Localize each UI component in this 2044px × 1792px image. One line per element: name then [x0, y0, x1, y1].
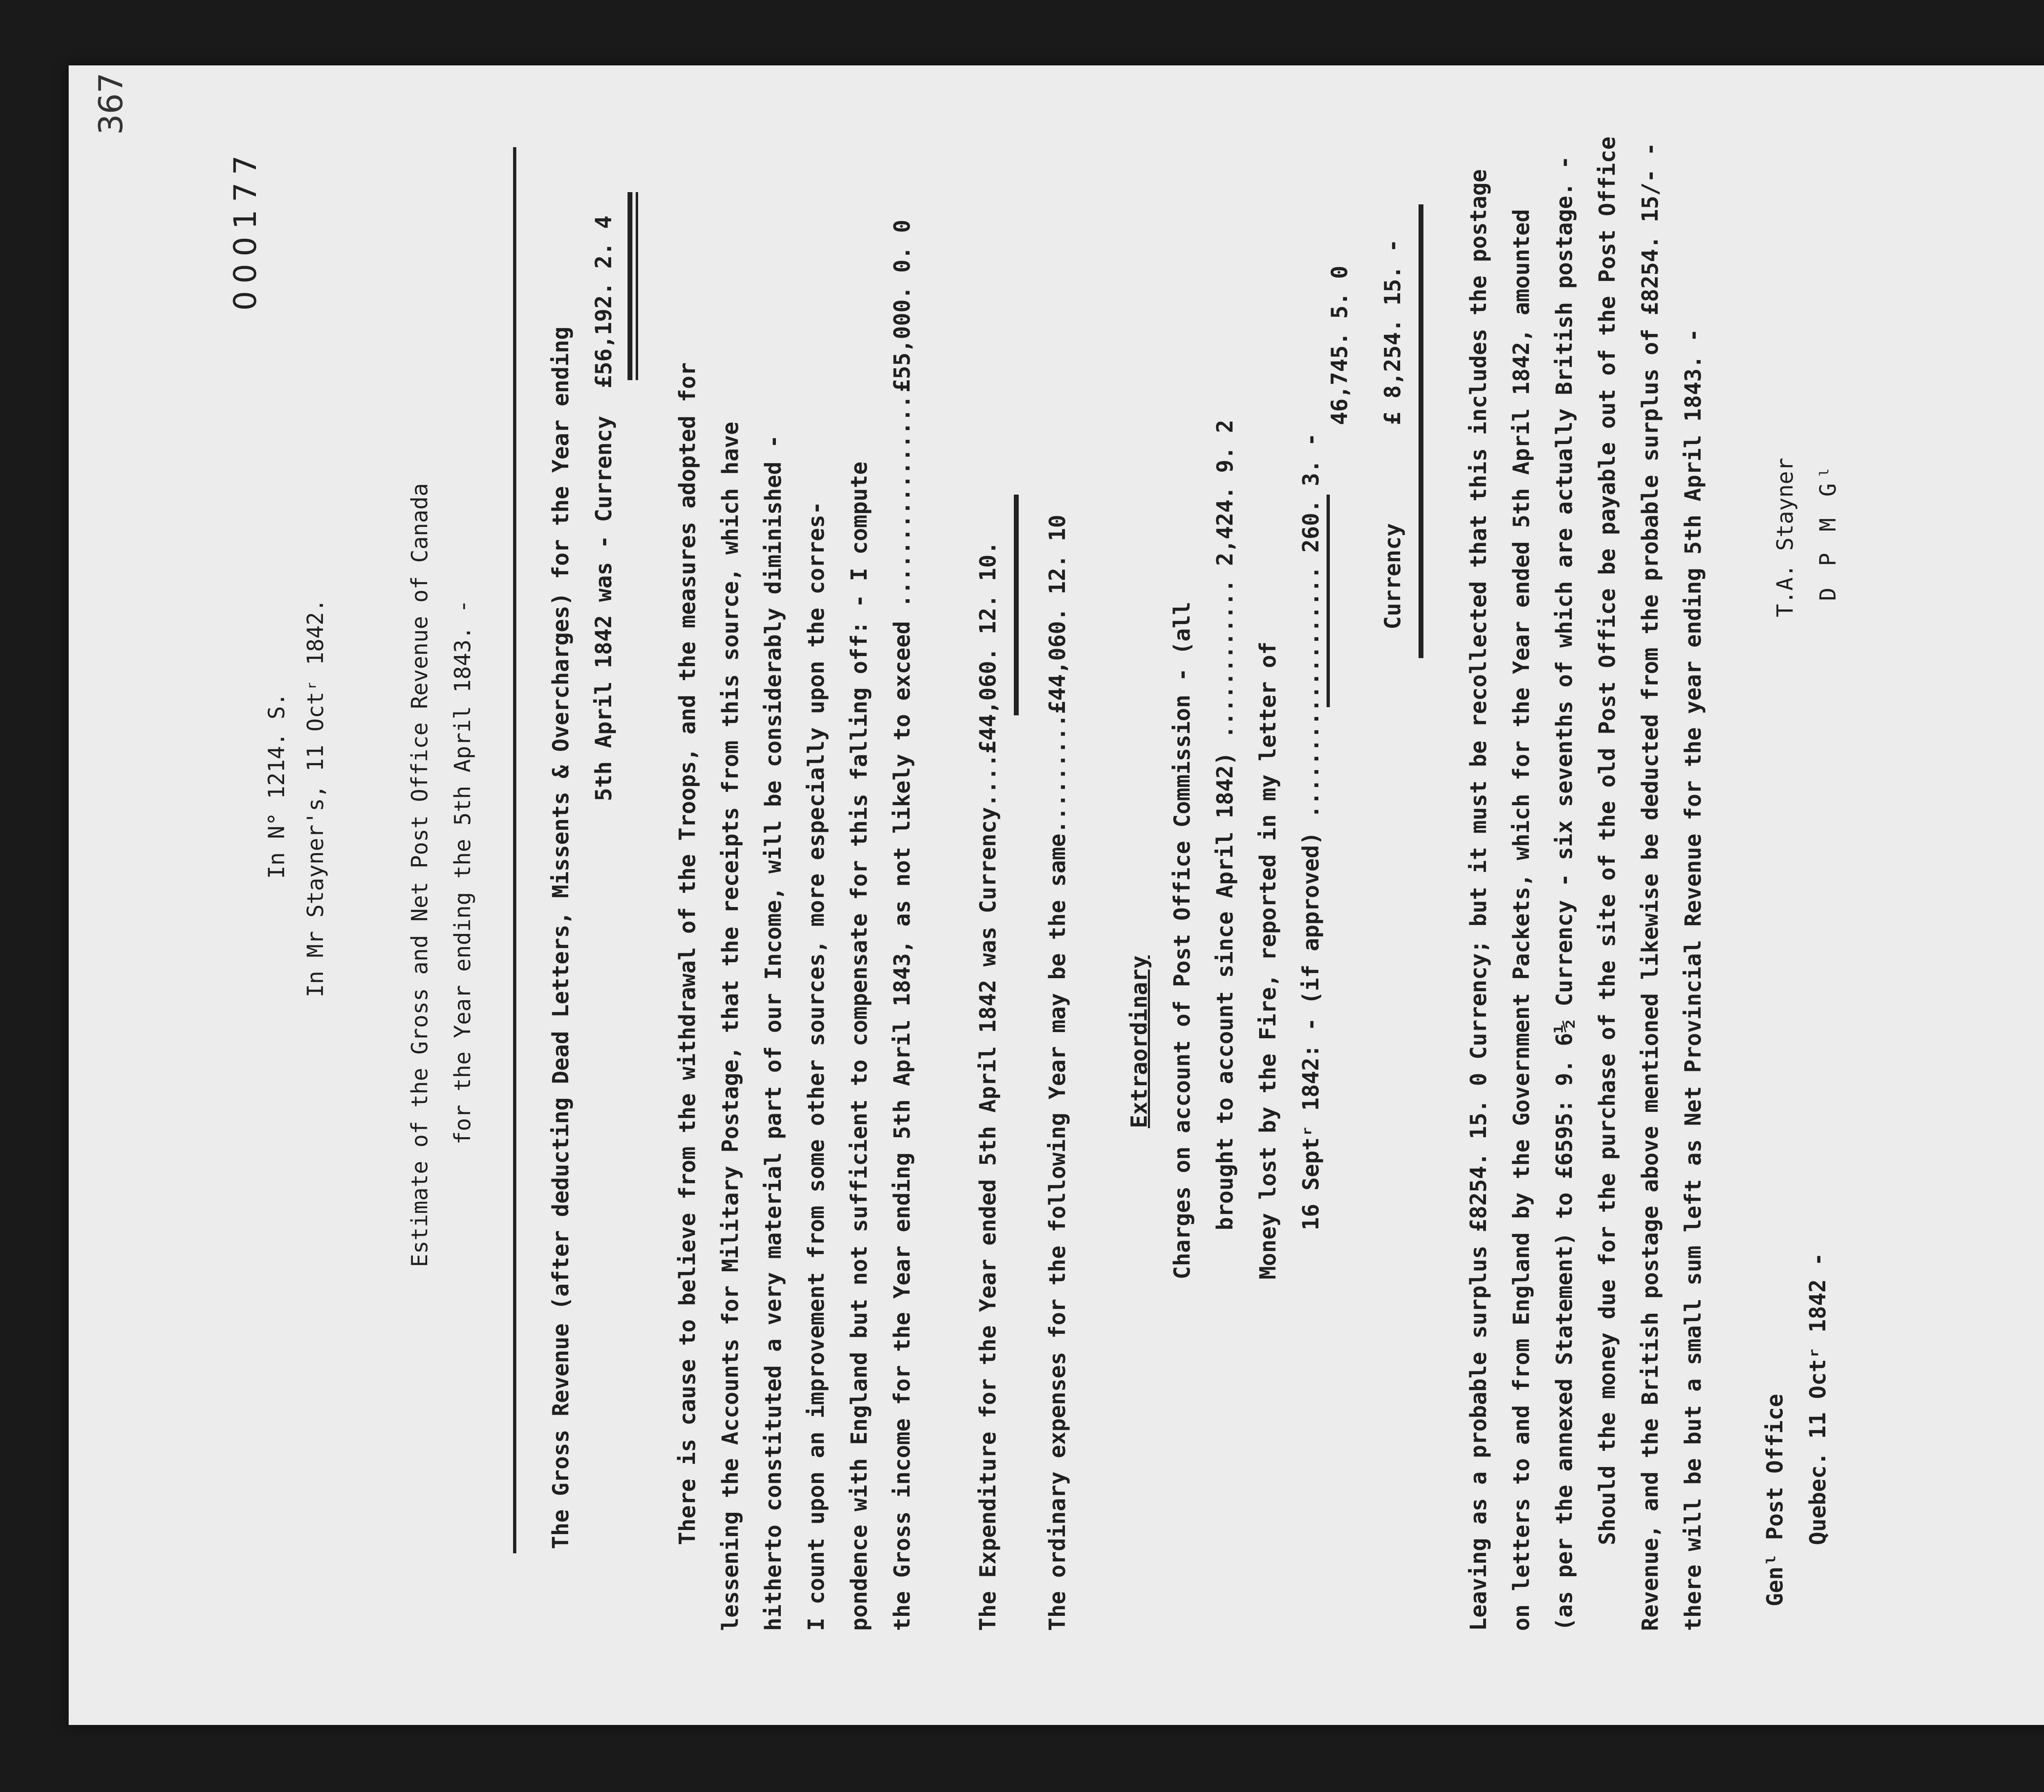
surplus-rule — [1419, 204, 1423, 658]
office-line2: Quebec. 11 Octʳ 1842 - — [1805, 1252, 1831, 1545]
paragraph-2-line-3: (as per the annexed Statement) to £6595: 9. 6½ Currency - six sevenths of which are actually British postage. - — [1551, 156, 1577, 1631]
paragraph-2-line-6: there will be but a small sum left as Net Provincial Revenue for the year ending 5th April 1843. - — [1680, 328, 1706, 1631]
paragraph-2-line-1: Leaving as a probable surplus £8254. 15. 0 Currency; but it must be recollected that this includes the postage — [1466, 169, 1491, 1631]
income-estimate: £55,000. 0. 0 — [889, 220, 915, 392]
signature-name: T.A. Stayner — [1772, 457, 1798, 617]
total-expenses: 46,745. 5. 0 — [1327, 265, 1352, 425]
gross-amount-rule-2 — [636, 192, 638, 380]
currency-label: Currency — [1380, 523, 1405, 629]
surplus-amount: £ 8,254. 15. - — [1380, 239, 1405, 425]
document-title-line2: for the Year ending the 5th April 1843. - — [450, 600, 475, 1145]
gross-revenue-line1: The Gross Revenue (after deducting Dead Letters, Missents & Overcharges) for the Year ending — [548, 327, 574, 1549]
paragraph-2-line-4: Should the money due for the purchase of the site of the old Post Office be payable out of the Post Office — [1594, 136, 1620, 1545]
expenditure-rule — [1014, 495, 1019, 715]
money-lost-line1: Money lost by the Fire, reported in my letter of — [1255, 641, 1281, 1279]
paragraph-1-line-4: I count upon an improvement from some other sources, more especially upon the corres- — [803, 501, 829, 1631]
paragraph-1-line-1: There is cause to believe from the withdrawal of the Troops, and the measures adopted for — [675, 362, 700, 1545]
gross-revenue-line2: 5th April 1842 was - Currency — [591, 416, 616, 801]
paragraph-1-line-2: lessening the Accounts for Military Postage, that the receipts from this source, which have — [717, 421, 743, 1631]
gross-amount-rule — [628, 192, 632, 380]
reference-sub: In Mr Stayner's, 11 Octʳ 1842. — [303, 598, 328, 997]
stamp-number: 000177 — [227, 148, 263, 311]
charges-total-rule — [1327, 495, 1330, 707]
signature-title: D P M Gˡ — [1815, 461, 1841, 601]
gross-revenue-amount: £56,192. 2. 4 — [591, 215, 616, 388]
page-note: 367 — [92, 72, 130, 135]
money-lost-line2: 16 Septʳ 1842: - (if approved) ................... 260. 3. - — [1298, 433, 1324, 1230]
office-line1: Genˡ Post Office — [1762, 1393, 1788, 1606]
expenditure-line: The Expenditure for the Year ended 5th April 1842 was Currency....£44,060. 12. 10. — [975, 541, 1001, 1631]
paragraph-2-line-5: Revenue, and the British postage above mentioned likewise be deducted from the probable surplus of £8254. 15/- - — [1637, 142, 1663, 1631]
extraordinary-heading: Extraordinary — [1126, 955, 1152, 1128]
paragraph-1-line-5: pondence with England but not sufficient to compensate for this falling off: - I compute — [846, 461, 872, 1631]
paragraph-2-line-2: on letters to and from England by the Government Packets, which for the Year ended 5th April 1842, amounted — [1508, 209, 1534, 1631]
paragraph-1-line-3: hitherto constituted a very material part of our Income, will be considerably diminished - — [760, 435, 786, 1631]
charges-line1: Charges on account of Post Office Commission - (all — [1169, 601, 1195, 1279]
ordinary-expenses-line: The ordinary expenses for the following Year may be the same.........£44,060. 12. 10 — [1044, 515, 1070, 1631]
charges-line2: brought to account since April 1842) ............ 2,424. 9. 2 — [1212, 419, 1238, 1230]
reference: In N° 1214. S. — [264, 692, 289, 879]
document-title-line1: Estimate of the Gross and Net Post Office Revenue of Canada — [407, 483, 433, 1267]
paragraph-1-line-6: the Gross income for the Year ending 5th April 1843, as not likely to exceed ................ — [889, 395, 915, 1631]
margin-rule — [513, 147, 516, 1553]
